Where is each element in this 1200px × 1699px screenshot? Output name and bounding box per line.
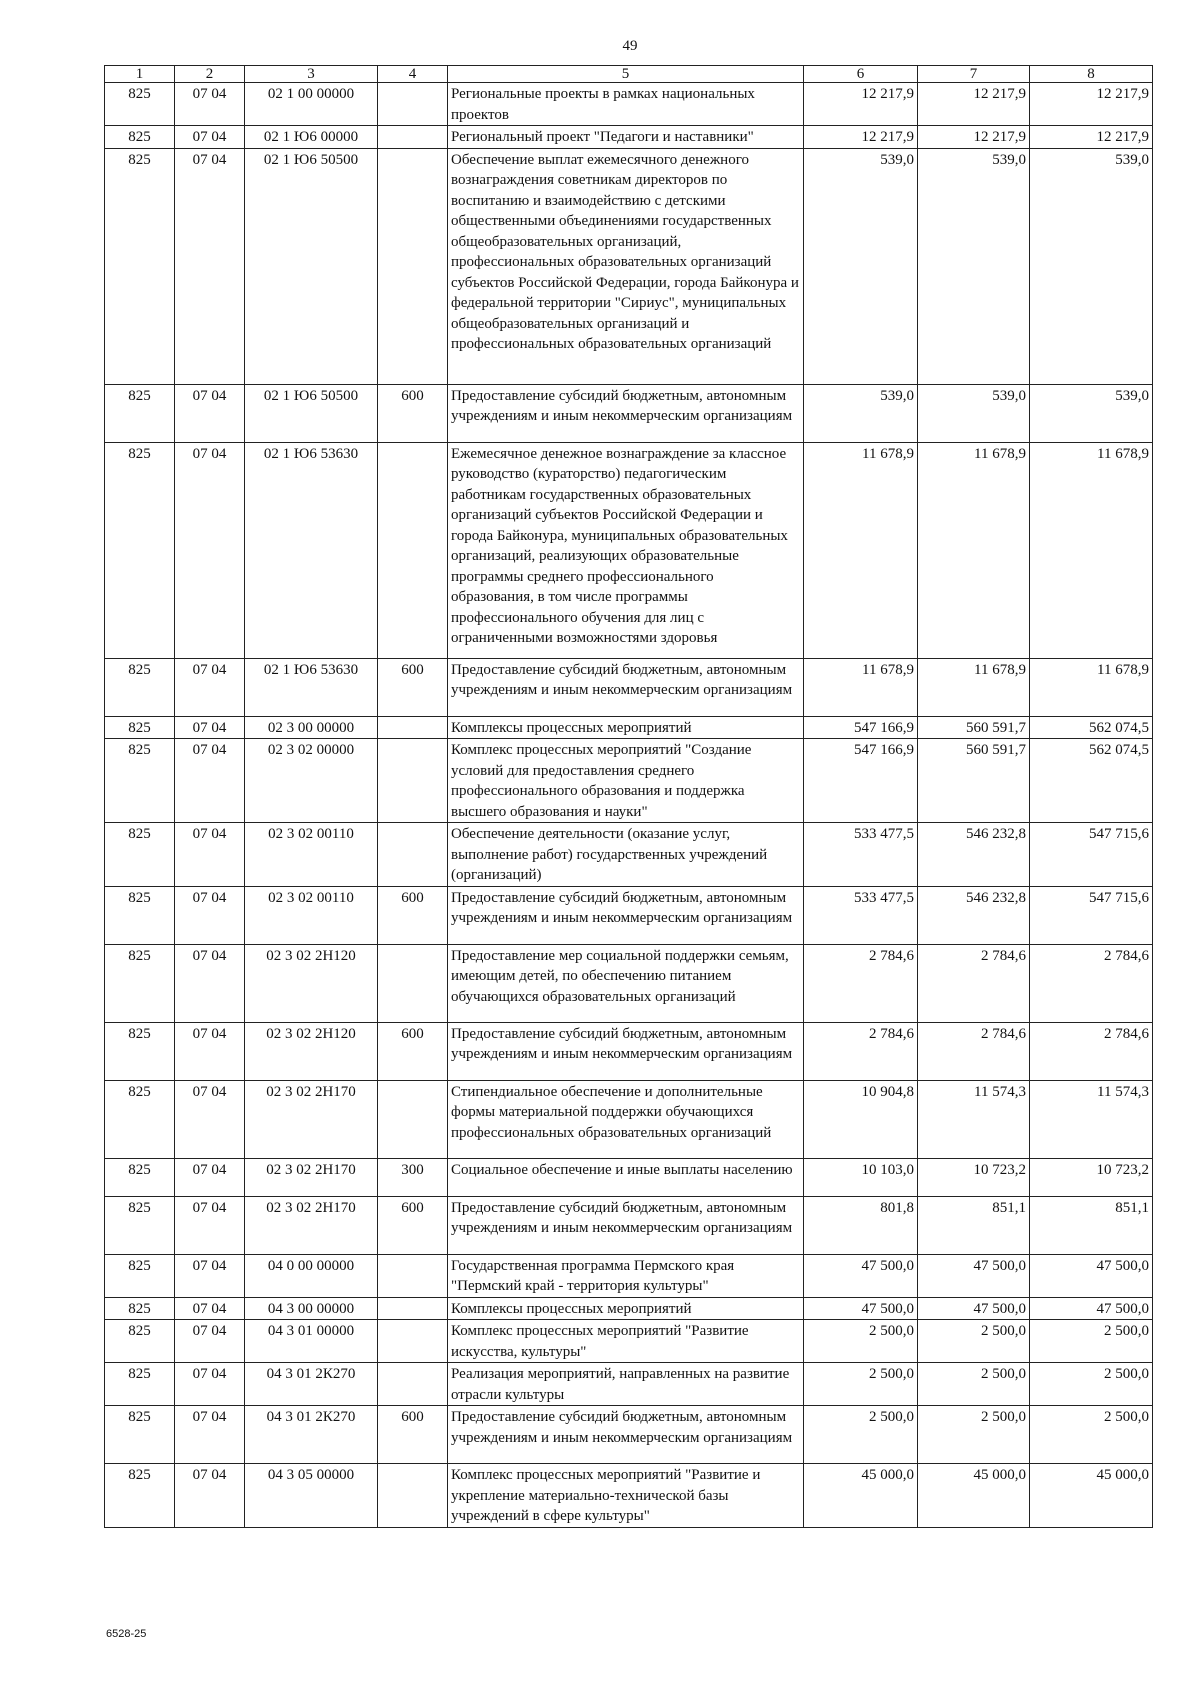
cell-section: 07 04	[175, 83, 245, 126]
cell-amount-col8: 10 723,2	[1030, 1158, 1153, 1196]
table-row	[105, 83, 1153, 126]
cell-expense-type	[378, 1320, 448, 1363]
cell-expense-type: 600	[378, 384, 448, 442]
column-header: 1	[105, 66, 175, 83]
table-row	[105, 1464, 1153, 1528]
cell-section: 07 04	[175, 823, 245, 887]
cell-name: Обеспечение деятельности (оказание услуг, выполнение работ) государственных учреждений (организаций)	[448, 823, 804, 887]
cell-amount-col8: 45 000,0	[1030, 1464, 1153, 1528]
cell-target-article: 04 0 00 00000	[245, 1254, 378, 1297]
cell-admin-code: 825	[105, 658, 175, 716]
table-row	[105, 384, 1153, 442]
cell-amount-col6: 10 904,8	[804, 1080, 918, 1158]
cell-expense-type: 600	[378, 1196, 448, 1254]
column-header: 4	[378, 66, 448, 83]
cell-amount-col6: 2 784,6	[804, 944, 918, 1022]
cell-expense-type	[378, 1464, 448, 1528]
cell-expense-type	[378, 823, 448, 887]
cell-section: 07 04	[175, 1196, 245, 1254]
cell-amount-col7: 11 678,9	[918, 658, 1030, 716]
cell-expense-type	[378, 1363, 448, 1406]
cell-amount-col7: 2 500,0	[918, 1320, 1030, 1363]
cell-expense-type	[378, 148, 448, 384]
table-row	[105, 1196, 1153, 1254]
budget-table	[104, 65, 1153, 1528]
column-header: 8	[1030, 66, 1153, 83]
cell-amount-col6: 47 500,0	[804, 1254, 918, 1297]
cell-amount-col8: 2 500,0	[1030, 1363, 1153, 1406]
cell-name: Государственная программа Пермского края "Пермский край - территория культуры"	[448, 1254, 804, 1297]
cell-target-article: 02 3 02 2Н170	[245, 1080, 378, 1158]
table-row	[105, 1022, 1153, 1080]
table-row	[105, 658, 1153, 716]
cell-name: Реализация мероприятий, направленных на развитие отрасли культуры	[448, 1363, 804, 1406]
cell-amount-col6: 547 166,9	[804, 739, 918, 823]
cell-amount-col7: 546 232,8	[918, 886, 1030, 944]
cell-amount-col8: 11 678,9	[1030, 442, 1153, 658]
cell-expense-type	[378, 442, 448, 658]
cell-section: 07 04	[175, 1464, 245, 1528]
table-row	[105, 716, 1153, 739]
cell-amount-col8: 11 678,9	[1030, 658, 1153, 716]
cell-admin-code: 825	[105, 944, 175, 1022]
table-row	[105, 1080, 1153, 1158]
cell-name: Предоставление субсидий бюджетным, автономным учреждениям и иным некоммерческим организациям	[448, 384, 804, 442]
cell-section: 07 04	[175, 1254, 245, 1297]
cell-expense-type: 600	[378, 1406, 448, 1464]
cell-amount-col6: 11 678,9	[804, 442, 918, 658]
cell-admin-code: 825	[105, 384, 175, 442]
cell-expense-type	[378, 1080, 448, 1158]
cell-amount-col8: 547 715,6	[1030, 823, 1153, 887]
cell-target-article: 04 3 01 2К270	[245, 1406, 378, 1464]
column-header: 6	[804, 66, 918, 83]
cell-admin-code: 825	[105, 1080, 175, 1158]
cell-amount-col7: 2 784,6	[918, 944, 1030, 1022]
cell-amount-col6: 2 500,0	[804, 1406, 918, 1464]
cell-name: Обеспечение выплат ежемесячного денежного вознаграждения советникам директоров по воспитанию и взаимодействию с детскими общественными объединениями государственных общеобразовательных организаций, профессиональных образовательных организаций субъектов Российской Федерации, города Байконура и федеральной территории "Сириус", муниципальных общеобразовательных организаций и профессиональных образовательных организаций	[448, 148, 804, 384]
cell-name: Комплексы процессных мероприятий	[448, 1297, 804, 1320]
cell-name: Ежемесячное денежное вознаграждение за классное руководство (кураторство) педагогическим работникам государственных образовательных организаций субъектов Российской Федерации и города Байконура, муниципальных образовательных организаций, реализующих образовательные программы среднего профессионального образования, в том числе программы профессионального обучения для лиц с ограниченными возможностями здоровья	[448, 442, 804, 658]
cell-target-article: 02 1 00 00000	[245, 83, 378, 126]
cell-amount-col7: 11 574,3	[918, 1080, 1030, 1158]
cell-amount-col8: 47 500,0	[1030, 1297, 1153, 1320]
cell-admin-code: 825	[105, 1320, 175, 1363]
cell-expense-type: 600	[378, 886, 448, 944]
cell-amount-col7: 11 678,9	[918, 442, 1030, 658]
column-header: 2	[175, 66, 245, 83]
column-header: 7	[918, 66, 1030, 83]
cell-amount-col7: 2 500,0	[918, 1406, 1030, 1464]
cell-section: 07 04	[175, 944, 245, 1022]
cell-admin-code: 825	[105, 739, 175, 823]
table-row	[105, 886, 1153, 944]
cell-amount-col7: 45 000,0	[918, 1464, 1030, 1528]
cell-admin-code: 825	[105, 1022, 175, 1080]
cell-admin-code: 825	[105, 83, 175, 126]
table-row	[105, 823, 1153, 887]
cell-amount-col6: 539,0	[804, 148, 918, 384]
cell-admin-code: 825	[105, 1464, 175, 1528]
cell-admin-code: 825	[105, 886, 175, 944]
cell-target-article: 04 3 00 00000	[245, 1297, 378, 1320]
cell-amount-col6: 547 166,9	[804, 716, 918, 739]
cell-section: 07 04	[175, 1363, 245, 1406]
cell-amount-col7: 851,1	[918, 1196, 1030, 1254]
cell-name: Предоставление субсидий бюджетным, автономным учреждениям и иным некоммерческим организациям	[448, 1406, 804, 1464]
cell-amount-col7: 12 217,9	[918, 126, 1030, 149]
cell-amount-col6: 533 477,5	[804, 886, 918, 944]
cell-admin-code: 825	[105, 1363, 175, 1406]
cell-target-article: 02 1 Ю6 00000	[245, 126, 378, 149]
cell-admin-code: 825	[105, 1297, 175, 1320]
table-row	[105, 1320, 1153, 1363]
cell-target-article: 02 3 02 2Н120	[245, 944, 378, 1022]
cell-target-article: 02 3 02 2Н170	[245, 1196, 378, 1254]
table-row	[105, 1158, 1153, 1196]
cell-name: Стипендиальное обеспечение и дополнительные формы материальной поддержки обучающихся профессиональных образовательных организаций	[448, 1080, 804, 1158]
cell-section: 07 04	[175, 148, 245, 384]
cell-amount-col7: 10 723,2	[918, 1158, 1030, 1196]
cell-expense-type	[378, 1297, 448, 1320]
cell-amount-col7: 539,0	[918, 148, 1030, 384]
cell-amount-col8: 539,0	[1030, 384, 1153, 442]
cell-name: Предоставление субсидий бюджетным, автономным учреждениям и иным некоммерческим организациям	[448, 886, 804, 944]
cell-target-article: 02 1 Ю6 53630	[245, 658, 378, 716]
cell-expense-type	[378, 1254, 448, 1297]
cell-target-article: 04 3 01 2К270	[245, 1363, 378, 1406]
cell-amount-col6: 2 784,6	[804, 1022, 918, 1080]
cell-amount-col6: 10 103,0	[804, 1158, 918, 1196]
cell-section: 07 04	[175, 1158, 245, 1196]
cell-section: 07 04	[175, 1406, 245, 1464]
cell-amount-col6: 12 217,9	[804, 83, 918, 126]
cell-target-article: 02 3 02 00110	[245, 886, 378, 944]
cell-section: 07 04	[175, 658, 245, 716]
cell-expense-type	[378, 716, 448, 739]
cell-target-article: 04 3 05 00000	[245, 1464, 378, 1528]
cell-admin-code: 825	[105, 442, 175, 658]
cell-target-article: 02 3 00 00000	[245, 716, 378, 739]
cell-amount-col6: 11 678,9	[804, 658, 918, 716]
table-row	[105, 442, 1153, 658]
cell-expense-type	[378, 83, 448, 126]
cell-amount-col7: 546 232,8	[918, 823, 1030, 887]
cell-amount-col8: 851,1	[1030, 1196, 1153, 1254]
cell-expense-type	[378, 944, 448, 1022]
cell-section: 07 04	[175, 442, 245, 658]
cell-target-article: 02 3 02 00110	[245, 823, 378, 887]
cell-name: Предоставление субсидий бюджетным, автономным учреждениям и иным некоммерческим организациям	[448, 658, 804, 716]
cell-amount-col8: 47 500,0	[1030, 1254, 1153, 1297]
cell-admin-code: 825	[105, 1196, 175, 1254]
cell-amount-col8: 12 217,9	[1030, 126, 1153, 149]
cell-amount-col8: 562 074,5	[1030, 716, 1153, 739]
cell-name: Предоставление субсидий бюджетным, автономным учреждениям и иным некоммерческим организациям	[448, 1022, 804, 1080]
cell-amount-col6: 45 000,0	[804, 1464, 918, 1528]
cell-target-article: 02 3 02 2Н120	[245, 1022, 378, 1080]
cell-name: Региональный проект "Педагоги и наставники"	[448, 126, 804, 149]
page-number: 49	[622, 38, 638, 54]
cell-amount-col6: 2 500,0	[804, 1320, 918, 1363]
cell-amount-col7: 47 500,0	[918, 1297, 1030, 1320]
cell-expense-type: 600	[378, 658, 448, 716]
cell-name: Социальное обеспечение и иные выплаты населению	[448, 1158, 804, 1196]
cell-amount-col7: 2 784,6	[918, 1022, 1030, 1080]
cell-amount-col8: 2 500,0	[1030, 1406, 1153, 1464]
cell-admin-code: 825	[105, 823, 175, 887]
cell-amount-col8: 11 574,3	[1030, 1080, 1153, 1158]
column-header: 5	[448, 66, 804, 83]
cell-admin-code: 825	[105, 1254, 175, 1297]
cell-amount-col8: 12 217,9	[1030, 83, 1153, 126]
cell-amount-col7: 12 217,9	[918, 83, 1030, 126]
cell-name: Предоставление мер социальной поддержки семьям, имеющим детей, по обеспечению питанием обучающихся образовательных организаций	[448, 944, 804, 1022]
table-row	[105, 1363, 1153, 1406]
cell-amount-col7: 560 591,7	[918, 739, 1030, 823]
cell-section: 07 04	[175, 1320, 245, 1363]
cell-amount-col6: 539,0	[804, 384, 918, 442]
cell-section: 07 04	[175, 739, 245, 823]
cell-name: Комплекс процессных мероприятий "Развитие искусства, культуры"	[448, 1320, 804, 1363]
cell-expense-type: 300	[378, 1158, 448, 1196]
cell-amount-col8: 547 715,6	[1030, 886, 1153, 944]
cell-amount-col8: 2 500,0	[1030, 1320, 1153, 1363]
cell-amount-col6: 47 500,0	[804, 1297, 918, 1320]
cell-name: Комплексы процессных мероприятий	[448, 716, 804, 739]
cell-target-article: 04 3 01 00000	[245, 1320, 378, 1363]
cell-name: Региональные проекты в рамках национальных проектов	[448, 83, 804, 126]
cell-amount-col8: 2 784,6	[1030, 944, 1153, 1022]
cell-admin-code: 825	[105, 126, 175, 149]
cell-amount-col7: 560 591,7	[918, 716, 1030, 739]
cell-admin-code: 825	[105, 148, 175, 384]
column-header: 3	[245, 66, 378, 83]
cell-target-article: 02 1 Ю6 50500	[245, 384, 378, 442]
table-row	[105, 1254, 1153, 1297]
cell-amount-col7: 47 500,0	[918, 1254, 1030, 1297]
cell-name: Комплекс процессных мероприятий "Развитие и укрепление материально-технической базы учреждений в сфере культуры"	[448, 1464, 804, 1528]
cell-amount-col7: 2 500,0	[918, 1363, 1030, 1406]
cell-target-article: 02 3 02 00000	[245, 739, 378, 823]
cell-section: 07 04	[175, 1022, 245, 1080]
cell-amount-col8: 2 784,6	[1030, 1022, 1153, 1080]
header-row	[105, 66, 1153, 83]
cell-amount-col8: 539,0	[1030, 148, 1153, 384]
cell-section: 07 04	[175, 1080, 245, 1158]
cell-amount-col6: 533 477,5	[804, 823, 918, 887]
cell-admin-code: 825	[105, 716, 175, 739]
table-row	[105, 944, 1153, 1022]
footer-code: 6528-25	[106, 1628, 147, 1640]
cell-target-article: 02 1 Ю6 50500	[245, 148, 378, 384]
cell-section: 07 04	[175, 886, 245, 944]
cell-section: 07 04	[175, 126, 245, 149]
cell-expense-type: 600	[378, 1022, 448, 1080]
cell-section: 07 04	[175, 1297, 245, 1320]
cell-section: 07 04	[175, 716, 245, 739]
cell-section: 07 04	[175, 384, 245, 442]
table-row	[105, 739, 1153, 823]
cell-target-article: 02 1 Ю6 53630	[245, 442, 378, 658]
cell-amount-col7: 539,0	[918, 384, 1030, 442]
cell-admin-code: 825	[105, 1158, 175, 1196]
cell-name: Предоставление субсидий бюджетным, автономным учреждениям и иным некоммерческим организациям	[448, 1196, 804, 1254]
cell-admin-code: 825	[105, 1406, 175, 1464]
table-row	[105, 1297, 1153, 1320]
cell-name: Комплекс процессных мероприятий "Создание условий для предоставления среднего профессионального образования и поддержка высшего образования и науки"	[448, 739, 804, 823]
cell-amount-col6: 2 500,0	[804, 1363, 918, 1406]
table-row	[105, 1406, 1153, 1464]
table-row	[105, 126, 1153, 149]
table-row	[105, 148, 1153, 384]
cell-amount-col8: 562 074,5	[1030, 739, 1153, 823]
cell-expense-type	[378, 126, 448, 149]
cell-amount-col6: 801,8	[804, 1196, 918, 1254]
cell-amount-col6: 12 217,9	[804, 126, 918, 149]
cell-target-article: 02 3 02 2Н170	[245, 1158, 378, 1196]
cell-expense-type	[378, 739, 448, 823]
